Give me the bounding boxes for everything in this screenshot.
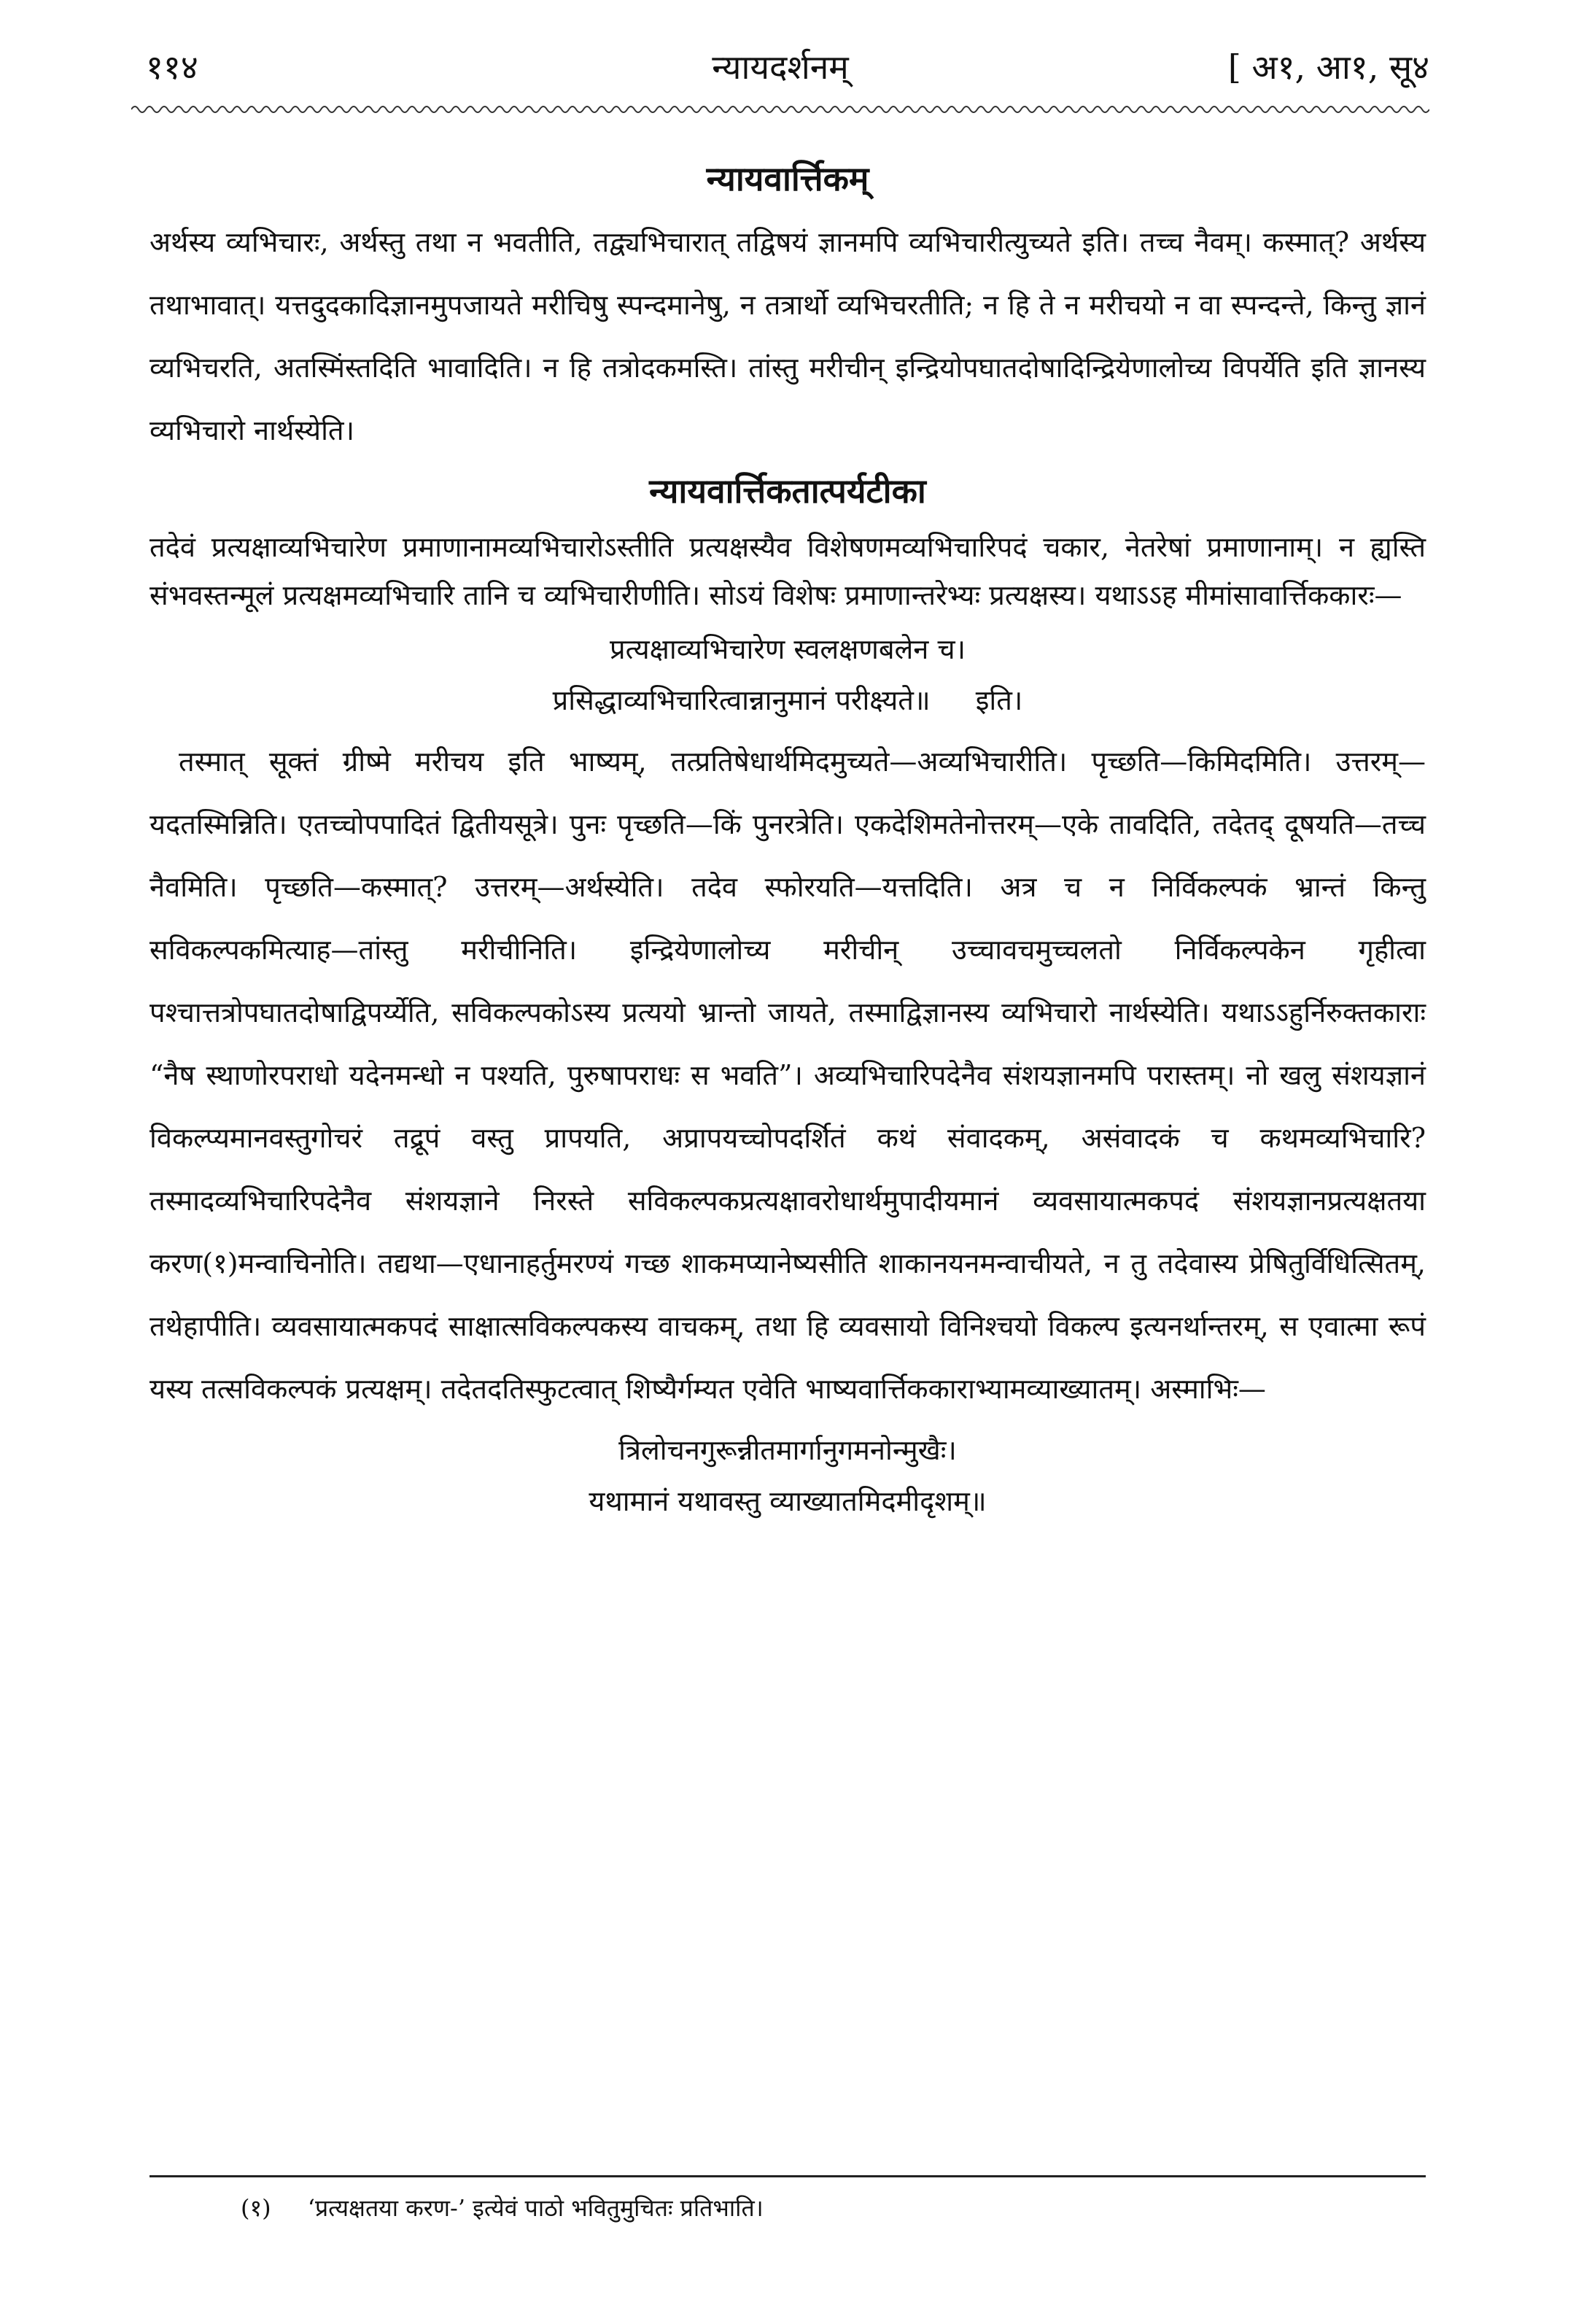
footnote xyxy=(241,2192,1408,2223)
running-title: न्यायदर्शनम् xyxy=(712,47,849,87)
verse-1-line-2-wrap xyxy=(150,675,1426,726)
verse-2-line-1: त्रिलोचनगुरून्नीतमार्गानुगमनोन्मुखैः। xyxy=(618,1434,957,1466)
vartika-text: अर्थस्य व्यभिचारः, अर्थस्तु तथा न भवतीति, तद्व्यभिचारात् तद्विषयं ज्ञानमपि व्यभिचारीत्युच्यते इति। तच्च नैवम्। कस्मात्? अर्थस्य तथाभावात्। यत्तदुदकादिज्ञानमुपजायते मरीचिषु स्पन्दमानेषु, न तत्रार्थो व्यभिचरतीति; न हि ते न मरीचयो न वा स्पन्दन्ते, किन्तु ज्ञानं व्यभिचरति, अतस्मिंस्तदिति भावादिति। न हि तत्रोदकमस्ति। तांस्तु मरीचीन् इन्द्रियोपघातदोषादिन्द्रियेणालोच्य विपर्येति इति ज्ञानस्य व्यभिचारो नार्थस्येति। xyxy=(150,226,1426,446)
header-wavy-rule xyxy=(131,102,1429,117)
quoted-verse-1 xyxy=(150,624,1426,726)
verse-1-line-2: प्रसिद्धाव्यभिचारित्वान्नानुमानं परीक्ष्यते॥ xyxy=(552,684,931,716)
footnote-text: ‘प्रत्यक्षतया करण-’ इत्येवं पाठो भवितुमुचितः प्रतिभाति। xyxy=(307,2194,764,2222)
verse-1-iti: इति। xyxy=(975,684,1023,716)
vartika-heading: न्यायवार्त्तिकम् xyxy=(706,159,869,198)
chapter-reference: [ अ१, आ१, सू४ xyxy=(1227,47,1429,87)
page-number: ११४ xyxy=(146,47,198,87)
concluding-verse xyxy=(150,1425,1426,1527)
verse-2-line-2: यथामानं यथावस्तु व्याख्यातमिदमीदृशम्॥ xyxy=(589,1485,987,1517)
page-header xyxy=(131,38,1429,89)
tika-paragraph-2: तस्मात् सूक्तं ग्रीष्मे मरीचय इति भाष्यम्, तत्प्रतिषेधार्थमिदमुच्यते—अव्यभिचारीति। पृच्छति—किमिदमिति। उत्तरम्—यदतस्मिन्निति। एतच्चोपपादितं द्वितीयसूत्रे। पुनः पृच्छति—किं पुनरत्रेति। एकदेशिमतेनोत्तरम्—एके तावदिति, तदेतद् दूषयति—तच्च नैवमिति। पृच्छति—कस्मात्? उत्तरम्—अर्थस्येति। तदेव स्फोरयति—यत्तदिति। अत्र च न निर्विकल्पकं भ्रान्तं किन्तु सविकल्पकमित्याह—तांस्तु मरीचीनिति। इन्द्रियेणालोच्य मरीचीन् उच्चावचमुच्चलतो निर्विकल्पकेन गृहीत्वा पश्चात्तत्रोपघातदोषाद्विपर्य्येति, सविकल्पकोऽस्य प्रत्ययो भ्रान्तो जायते, तस्माद्विज्ञानस्य व्यभिचारो नार्थस्येति। यथाऽऽहुर्निरुक्तकाराः “नैष स्थाणोरपराधो यदेनमन्धो न पश्यति, पुरुषापराधः स भवति”। अव्यभिचारिपदेनैव संशयज्ञानमपि परास्तम्। नो खलु संशयज्ञानं विकल्प्यमानवस्तुगोचरं तद्रूपं वस्तु प्रापयति, अप्रापयच्चोपदर्शितं कथं संवादकम्, असंवादकं च कथमव्यभिचारि? तस्मादव्यभिचारिपदेनैव संशयज्ञाने निरस्ते सविकल्पकप्रत्यक्षावरोधार्थमुपादीयमानं व्यवसायात्मकपदं संशयज्ञानप्रत्यक्षतया करण(१)मन्वाचिनोति। तद्यथा—एधानाहर्तुमरण्यं गच्छ शाकमप्यानेष्यसीति शाकानयनमन्वाचीयते, न तु तदेवास्य प्रेषितुर्विधित्सितम्, तथेहापीति। व्यवसायात्मकपदं साक्षात्सविकल्पकस्य वाचकम्, तथा हि व्यवसायो विनिश्चयो विकल्प इत्यनर्थान्तरम्, स एवात्मा रूपं यस्य तत्सविकल्पकं प्रत्यक्षम्। तदेतदतिस्फुटत्वात् शिष्यैर्गम्यत एवेति भाष्यवार्त्तिककाराभ्यामव्याख्यातम्। अस्माभिः— xyxy=(150,745,1426,1405)
main-content xyxy=(150,150,1426,1531)
verse-1-line-1: प्रत्यक्षाव्यभिचारेण स्वलक्षणबलेन च। xyxy=(610,633,966,665)
tika-heading: न्यायवार्त्तिकतात्पर्यटीका xyxy=(649,471,926,511)
tika-paragraph-1: तदेवं प्रत्यक्षाव्यभिचारेण प्रमाणानामव्यभिचारोऽस्तीति प्रत्यक्षस्यैव विशेषणमव्यभिचारिपदं चकार, नेतरेषां प्रमाणानाम्। न ह्यस्ति संभवस्तन्मूलं प्रत्यक्षमव्यभिचारि तानि च व्यभिचारीणीति। सोऽयं विशेषः प्रमाणान्तरेभ्यः प्रत्यक्षस्य। यथाऽऽह मीमांसावार्त्तिककारः— xyxy=(150,531,1426,611)
footnote-rule xyxy=(150,2175,1426,2177)
footnote-number: (१) xyxy=(241,2194,271,2222)
